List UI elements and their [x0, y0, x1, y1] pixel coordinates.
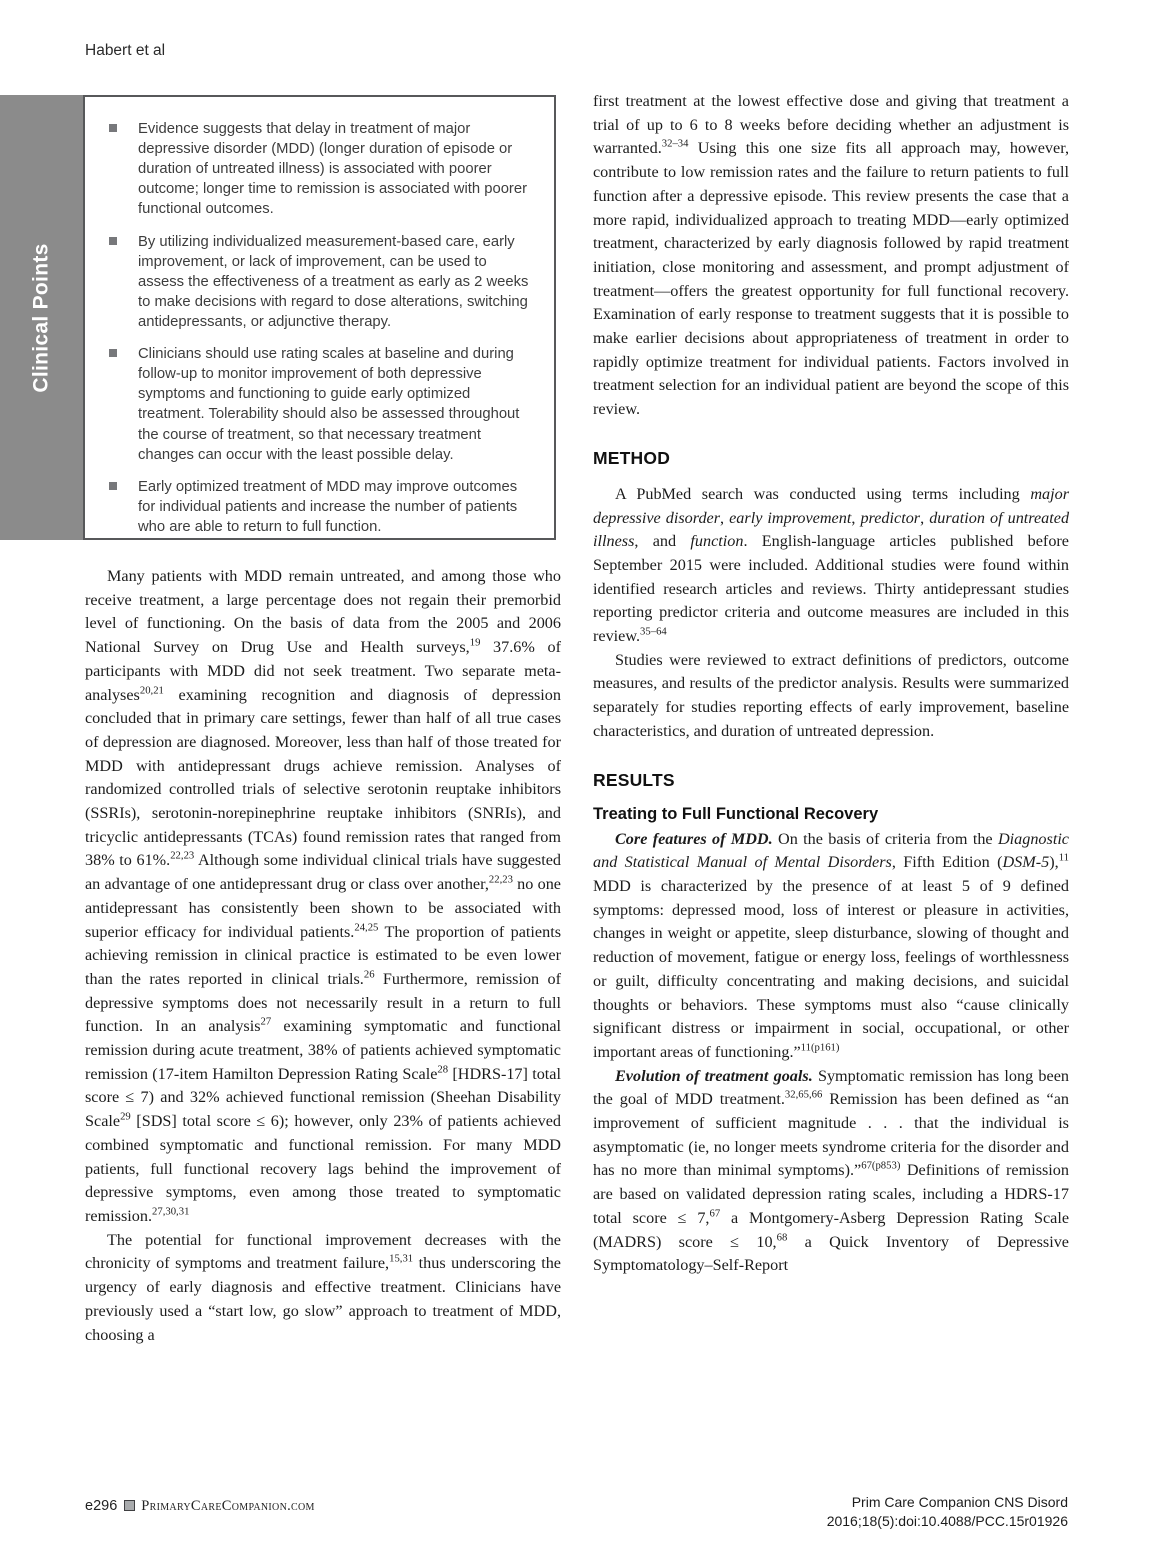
- journal-website: PrimaryCareCompanion.com: [141, 1498, 315, 1514]
- page-number: e296: [85, 1498, 118, 1514]
- clinical-point-text: Evidence suggests that delay in treatment of major depressive disorder (MDD) (longer duration of episode or duration of untreated illness) is associated with poorer outcome; longer time to remission is associated with poorer functional outcomes.: [138, 121, 528, 218]
- clinical-point-item: [107, 344, 536, 465]
- section-heading: METHOD: [593, 447, 671, 468]
- body-paragraph: Studies were reviewed to extract definitions of predictors, outcome measures, and results of the predictor analysis. Results were summarized separately for studies reporting effects of early improvement, baseline characteristics, and duration of untreated depression.: [593, 650, 1069, 740]
- clinical-point-item: [107, 477, 536, 537]
- journal-citation-line1: Prim Care Companion CNS Disord: [851, 1494, 1068, 1510]
- body-paragraph: Core features of MDD. On the basis of criteria from the Diagnostic and Statistical Manual of Mental Disorders, Fifth Edition (DSM-5),$^{11}$ MDD is characterized by the presence of at least 5 of 9 defined symptoms: depressed mood, loss of interest or pleasure in activities, changes in weight or appetite, sleep disturbance, slowing of thought and reduction of movement, fatigue or energy loss, feelings of worthlessness or guilt, difficulty concentrating and making decisions, and suicidal thoughts or behaviors. These symptoms must also “cause clinically significant distress or impairment in social, occupational, or other important areas of functioning.”$^{11(p161)}$: [593, 829, 1069, 1061]
- clinical-point-item: [107, 232, 536, 333]
- journal-logo-icon: [124, 1500, 135, 1511]
- footer-right: [827, 1493, 1068, 1530]
- clinical-points-box: [83, 95, 556, 540]
- journal-citation-line2: 2016;18(5):doi:10.4088/PCC.15r01926: [826, 1512, 1068, 1529]
- body-paragraph: Evolution of treatment goals. Symptomatic remission has long been the goal of MDD treatment.$^{32,65,66}$ Remission has been defined as “an improvement of sufficient magnitude . . . that the individual is asymptomatic (ie, no longer meets syndrome criteria for the disorder and has no more than minimal symptoms).”$^{67(p853)}$ Definitions of remission are based on validated depression rating scales, including a HDRS-17 total score ≤ 7,67 a Montgomery-Asberg Depression Rating Scale (MADRS) score ≤ 10,68 a Quick Inventory of Depressive Symptomatology–Self-Report: [593, 1066, 1069, 1275]
- clinical-point-item: [107, 119, 536, 220]
- clinical-point-text: By utilizing individualized measurement-based care, early improvement, or lack of improvement, can be used to assess the effectiveness of a treatment as early as 2 weeks to make decisions with regard to dose alterations, switching antidepressants, or adjunctive therapy.: [138, 233, 529, 330]
- clinical-points-section: [0, 95, 556, 540]
- running-head: Habert et al: [85, 42, 166, 59]
- left-text-column: [85, 565, 561, 1347]
- subsection-heading: Treating to Full Functional Recovery: [593, 804, 879, 823]
- clinical-point-text: Early optimized treatment of MDD may improve outcomes for individual patients and increase the number of patients who are able to return to full function.: [138, 478, 518, 535]
- bullet-square-icon: [109, 349, 117, 357]
- section-heading: RESULTS: [593, 769, 675, 790]
- body-paragraph: The potential for functional improvement decreases with the chronicity of symptoms and treatment failure,$^{15,31}$ thus underscoring the urgency of early diagnosis and effective treatment. Clinicians have previously used a “start low, go slow” approach to treatment of MDD, choosing a: [85, 1230, 561, 1344]
- body-paragraph: Many patients with MDD remain untreated, and among those who receive treatment, a large percentage does not regain their premorbid level of functioning. On the basis of data from the 2005 and 2006 National Survey on Drug Use and Health surveys,$^{19}$ 37.6% of participants with MDD did not seek treatment. Two separate meta-analyses$^{20,21}$ examining recognition and diagnosis of depression concluded that in primary care settings, fewer than half of all true cases of depression are diagnosed. Moreover, less than half of those treated for MDD with antidepressant drugs achieve remission. Analyses of randomized controlled trials of selective serotonin reuptake inhibitors (SSRIs), serotonin-norepinephrine reuptake inhibitors (SNRIs), and tricyclic antidepressants (TCAs) found remission rates that ranged from 38% to 61%.$^{22,23}$ Although some individual clinical trials have suggested an advantage of one antidepressant drug or class over another,$^{22,23}$ no one antidepressant has consistently been shown to be associated with superior efficacy for individual patients.$^{24,25}$ The proportion of patients achieving remission in clinical practice is estimated to be even lower than the rates reported in clinical trials.$^{26}$ Furthermore, remission of depressive symptoms does not necessarily result in a return to full function. In an analysis$^{27}$ examining symptomatic and functional remission during acute treatment, 38% of patients achieved symptomatic remission (17-item Hamilton Depression Rating Scale$^{28}$ [HDRS-17] total score ≤ 7) and 32% achieved functional remission (Sheehan Disability Scale$^{29}$ [SDS] total score ≤ 6); however, only 23% of patients achieved combined symptomatic and functional remission. For many MDD patients, full functional recovery lags behind the improvement of depressive symptoms, even among those treated to symptomatic remission.$^{27,30,31}$: [85, 567, 561, 1225]
- bullet-square-icon: [109, 237, 117, 245]
- footer-left: [85, 1498, 315, 1515]
- bullet-square-icon: [109, 482, 117, 490]
- clinical-points-sidebar: [0, 95, 83, 540]
- body-paragraph: A PubMed search was conducted using terms including major depressive disorder, early improvement, predictor, duration of untreated illness, and function. English-language articles published before September 2015 were included. Additional studies were found within identified research articles and reviews. Thirty antidepressant studies reporting predictor criteria and outcome measures are included in this review.$^{35-64}$: [593, 484, 1070, 646]
- clinical-point-text: Clinicians should use rating scales at baseline and during follow-up to monitor improvement of both depressive symptoms and functioning to guide early optimized treatment. Tolerability should also be assessed throughout the course of treatment, so that necessary treatment changes can occur with the least possible delay.: [138, 346, 520, 463]
- bullet-square-icon: [109, 124, 117, 132]
- clinical-points-sidebar-label: Clinical Points: [29, 242, 53, 393]
- right-text-column: [593, 90, 1069, 1278]
- body-paragraph: first treatment at the lowest effective dose and giving that treatment a trial of up to 6 to 8 weeks before deciding whether an adjustment is warranted.$^{32-34}$ Using this one size fits all approach may, however, contribute to low remission rates and the failure to return patients to full function after a depressive episode. This review presents the case that a more rapid, individualized approach to treating MDD—early optimized treatment, characterized by early diagnosis followed by rapid treatment initiation, close monitoring and assessment, and prompt adjustment of treatment—offers the greatest opportunity for full functional recovery. Examination of early response to treatment suggests that it is possible to make earlier decisions about appropriateness of treatment in order to rapidly optimize treatment for individual patients. Factors involved in treatment selection for an individual patient are beyond the scope of this review.: [593, 92, 1069, 419]
